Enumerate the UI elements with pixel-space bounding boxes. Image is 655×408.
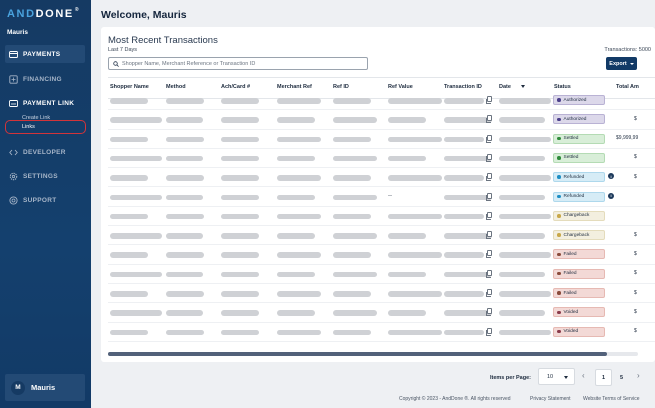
redacted-cell <box>444 214 484 220</box>
chevron-down-icon <box>630 63 634 65</box>
redacted-cell <box>333 117 377 123</box>
redacted-cell <box>499 117 545 123</box>
amount-cell: $ <box>634 289 637 296</box>
sidebar-subitem-create-link[interactable]: Create Link <box>22 115 51 121</box>
redacted-cell <box>333 330 371 336</box>
table-row[interactable] <box>108 207 655 226</box>
redacted-cell <box>166 291 204 297</box>
redacted-cell <box>166 272 203 278</box>
redacted-cell <box>388 291 442 297</box>
status-dot-icon <box>557 175 561 179</box>
redacted-cell <box>499 137 551 143</box>
redacted-cell <box>444 252 484 258</box>
amount-cell: $ <box>634 328 637 335</box>
payment-link-icon <box>9 99 18 108</box>
privacy-link[interactable]: Privacy Statement <box>530 396 571 402</box>
status-dot-icon <box>557 98 561 102</box>
sidebar-item-financing[interactable]: FINANCING <box>5 70 85 88</box>
redacted-cell <box>110 195 162 201</box>
copy-icon[interactable] <box>487 289 492 295</box>
redacted-cell <box>388 252 442 258</box>
status-badge <box>553 153 605 163</box>
sidebar <box>0 0 91 408</box>
column-header-transaction-id[interactable]: Transaction ID <box>444 84 482 90</box>
sidebar-item-payments[interactable]: PAYMENTS <box>5 45 85 63</box>
ref-value-cell: -- <box>388 192 392 199</box>
redacted-cell <box>499 330 551 336</box>
copy-icon[interactable] <box>487 328 492 334</box>
copy-icon[interactable] <box>487 212 492 218</box>
redacted-cell <box>110 175 148 181</box>
column-header-ach-card[interactable]: Ach/Card # <box>221 84 251 90</box>
status-dot-icon <box>557 272 561 276</box>
scrollbar-thumb[interactable] <box>108 352 607 356</box>
redacted-cell <box>221 330 259 336</box>
redacted-cell <box>444 98 484 104</box>
redacted-cell <box>110 252 148 258</box>
status-dot-icon <box>557 137 561 141</box>
redacted-cell <box>166 310 203 316</box>
column-header-merchant-ref[interactable]: Merchant Ref <box>277 84 312 90</box>
redacted-cell <box>277 117 315 123</box>
redacted-cell <box>110 272 162 278</box>
terms-link[interactable]: Website Terms of Service <box>583 396 640 402</box>
redacted-cell <box>277 233 315 239</box>
column-header-ref-value[interactable]: Ref Value <box>388 84 413 90</box>
financing-icon <box>9 75 18 84</box>
items-per-page-label: Items per Page: <box>490 375 531 381</box>
amount-cell: $ <box>634 173 637 180</box>
redacted-cell <box>444 272 492 278</box>
table-row[interactable] <box>108 265 655 284</box>
page-title: Welcome, Mauris <box>101 9 187 21</box>
redacted-cell <box>388 272 426 278</box>
status-badge <box>553 269 605 279</box>
redacted-cell <box>221 156 259 162</box>
redacted-cell <box>166 233 203 239</box>
payments-icon <box>9 50 18 59</box>
horizontal-scrollbar[interactable] <box>108 352 638 356</box>
redacted-cell <box>166 175 204 181</box>
code-icon <box>9 148 18 157</box>
redacted-cell <box>444 233 492 239</box>
redacted-cell <box>499 291 551 297</box>
redacted-cell <box>221 195 259 201</box>
table-row[interactable] <box>108 110 655 129</box>
redacted-cell <box>110 291 148 297</box>
items-per-page-select[interactable]: 10 <box>538 368 575 385</box>
chevron-down-icon <box>564 376 568 379</box>
redacted-cell <box>221 117 259 123</box>
redacted-cell <box>444 117 492 123</box>
status-badge <box>553 114 605 124</box>
status-badge <box>553 327 605 337</box>
redacted-cell <box>388 214 442 220</box>
redacted-cell <box>277 310 315 316</box>
gear-icon <box>9 172 18 181</box>
redacted-cell <box>333 98 371 104</box>
copy-icon[interactable] <box>487 270 492 276</box>
table-row[interactable] <box>108 303 655 322</box>
amount-cell: $ <box>634 154 637 161</box>
column-header-method[interactable]: Method <box>166 84 186 90</box>
table-row[interactable] <box>108 323 655 342</box>
redacted-cell <box>221 233 259 239</box>
redacted-cell <box>444 310 492 316</box>
redacted-cell <box>333 252 371 258</box>
redacted-cell <box>166 98 204 104</box>
redacted-cell <box>499 98 551 104</box>
export-button[interactable]: Export <box>606 57 637 70</box>
status-badge <box>553 230 605 240</box>
redacted-cell <box>166 252 204 258</box>
status-badge <box>553 134 605 144</box>
avatar: M <box>11 381 25 395</box>
status-label: Chargeback <box>563 232 590 238</box>
redacted-cell <box>221 98 259 104</box>
column-header-total-amount[interactable]: Total Am <box>616 84 639 90</box>
redacted-cell <box>221 137 259 143</box>
redacted-cell <box>499 310 545 316</box>
status-label: Refunded <box>563 194 585 199</box>
redacted-cell <box>166 156 203 162</box>
redacted-cell <box>499 233 545 239</box>
card-title: Most Recent Transactions <box>108 35 218 46</box>
copyright-text: Copyright © 2023 - AndDone ®. All rights reserved <box>399 396 511 402</box>
user-profile-button[interactable] <box>5 374 85 401</box>
redacted-cell <box>110 117 162 123</box>
copy-icon[interactable] <box>487 193 492 199</box>
status-label: Voided <box>563 329 579 335</box>
amount-cell: $9,999,99 <box>616 135 639 142</box>
user-profile-name: Mauris <box>31 383 56 392</box>
sidebar-item-developer[interactable]: DEVELOPER <box>5 143 85 161</box>
sidebar-item-settings[interactable]: SETTINGS <box>5 167 85 185</box>
redacted-cell <box>499 175 551 181</box>
redacted-cell <box>444 137 484 143</box>
amount-cell: $ <box>634 270 637 277</box>
redacted-cell <box>166 214 204 220</box>
redacted-cell <box>333 137 371 143</box>
support-icon <box>9 196 18 205</box>
status-dot-icon <box>557 253 561 257</box>
transactions-card <box>101 27 655 362</box>
status-dot-icon <box>557 195 561 199</box>
current-page-button[interactable]: 1 <box>595 369 612 386</box>
redacted-cell <box>277 214 321 220</box>
redacted-cell <box>388 156 426 162</box>
redacted-cell <box>499 272 545 278</box>
redacted-cell <box>166 117 203 123</box>
redacted-cell <box>277 330 321 336</box>
redacted-cell <box>277 175 321 181</box>
redacted-cell <box>166 330 204 336</box>
copy-icon[interactable] <box>487 154 492 160</box>
date-range-label: Last 7 Days <box>108 47 138 53</box>
redacted-cell <box>499 156 545 162</box>
redacted-cell <box>110 214 148 220</box>
redacted-cell <box>221 310 259 316</box>
amount-cell: $ <box>634 231 637 238</box>
redacted-cell <box>221 291 259 297</box>
sidebar-user-name: Mauris <box>7 29 28 36</box>
redacted-cell <box>333 310 377 316</box>
table-row[interactable] <box>108 149 655 168</box>
status-label: Refunded <box>563 174 585 180</box>
redacted-cell <box>277 252 321 258</box>
info-icon[interactable]: i <box>608 193 614 199</box>
redacted-cell <box>110 137 148 143</box>
status-label: Authorized <box>563 116 587 122</box>
search-icon <box>113 61 119 67</box>
status-badge <box>553 307 605 317</box>
copy-icon[interactable] <box>487 173 492 179</box>
status-label: Failed <box>563 271 577 277</box>
column-header-shopper-name[interactable]: Shopper Name <box>110 84 149 90</box>
redacted-cell <box>333 291 371 297</box>
copy-icon[interactable] <box>487 231 492 237</box>
redacted-cell <box>277 156 315 162</box>
status-dot-icon <box>557 156 561 160</box>
copy-icon[interactable] <box>487 135 492 141</box>
row-divider <box>108 341 655 342</box>
redacted-cell <box>499 252 551 258</box>
status-label: Settled <box>563 136 579 142</box>
status-dot-icon <box>557 118 561 122</box>
table-row[interactable] <box>108 188 655 207</box>
redacted-cell <box>444 330 484 336</box>
redacted-cell <box>388 137 442 143</box>
redacted-cell <box>166 195 203 201</box>
redacted-cell <box>277 291 321 297</box>
redacted-cell <box>166 137 204 143</box>
redacted-cell <box>277 98 321 104</box>
sidebar-subitem-links[interactable]: Links <box>22 124 35 130</box>
redacted-cell <box>110 233 162 239</box>
status-label: Failed <box>563 290 577 296</box>
redacted-cell <box>333 195 377 201</box>
redacted-cell <box>499 214 551 220</box>
table-row[interactable] <box>108 245 655 264</box>
redacted-cell <box>444 175 484 181</box>
status-dot-icon <box>557 311 561 315</box>
status-dot-icon <box>557 214 561 218</box>
status-label: Settled <box>563 155 579 161</box>
redacted-cell <box>277 195 315 201</box>
amount-cell: $ <box>634 115 637 122</box>
anddone-logo[interactable]: ANDDONE® <box>7 7 81 20</box>
status-label: Authorized <box>563 97 587 103</box>
status-badge <box>553 249 605 259</box>
redacted-cell <box>221 214 259 220</box>
redacted-cell <box>333 175 371 181</box>
next-page-button[interactable]: › <box>637 371 640 380</box>
status-badge <box>553 95 605 105</box>
search-input[interactable] <box>122 61 362 67</box>
status-dot-icon <box>557 233 561 237</box>
copy-icon[interactable] <box>487 250 492 256</box>
redacted-cell <box>221 272 259 278</box>
status-badge <box>553 192 605 202</box>
copy-icon[interactable] <box>487 96 492 102</box>
redacted-cell <box>444 291 484 297</box>
divider <box>108 77 655 78</box>
table-row[interactable] <box>108 226 655 245</box>
last-page-button[interactable]: 5 <box>620 375 624 381</box>
column-header-status[interactable]: Status <box>554 84 571 90</box>
redacted-cell <box>110 156 162 162</box>
status-badge <box>553 172 605 182</box>
redacted-cell <box>221 252 259 258</box>
redacted-cell <box>110 310 162 316</box>
redacted-cell <box>333 156 377 162</box>
table-row[interactable] <box>108 91 655 110</box>
redacted-cell <box>333 272 377 278</box>
redacted-cell <box>499 195 545 201</box>
status-badge <box>553 211 605 221</box>
redacted-cell <box>333 214 371 220</box>
redacted-cell <box>388 233 426 239</box>
sidebar-item-payment-link[interactable]: PAYMENT LINK <box>5 94 85 112</box>
previous-page-button[interactable]: ‹ <box>582 371 585 380</box>
redacted-cell <box>110 98 148 104</box>
sidebar-item-support[interactable]: SUPPORT <box>5 191 85 209</box>
amount-cell: $ <box>634 308 637 315</box>
table-row[interactable] <box>108 130 655 149</box>
redacted-cell <box>221 175 259 181</box>
status-dot-icon <box>557 330 561 334</box>
redacted-cell <box>444 156 492 162</box>
copy-icon[interactable] <box>487 115 492 121</box>
info-icon[interactable]: i <box>608 173 614 179</box>
status-dot-icon <box>557 291 561 295</box>
status-label: Failed <box>563 251 577 257</box>
status-badge <box>553 288 605 298</box>
redacted-cell <box>333 233 377 239</box>
redacted-cell <box>388 175 442 181</box>
table-row[interactable] <box>108 284 655 303</box>
redacted-cell <box>277 272 315 278</box>
copy-icon[interactable] <box>487 308 492 314</box>
redacted-cell <box>388 330 442 336</box>
redacted-cell <box>388 98 442 104</box>
table-row[interactable] <box>108 168 655 187</box>
redacted-cell <box>388 117 426 123</box>
redacted-cell <box>110 330 148 336</box>
amount-cell: $ <box>634 250 637 257</box>
search-box[interactable] <box>108 57 368 70</box>
sidebar-subitem-highlight <box>5 120 86 134</box>
status-label: Chargeback <box>563 213 590 219</box>
redacted-cell <box>277 137 321 143</box>
status-label: Voided <box>563 309 579 315</box>
sort-desc-icon <box>521 85 525 88</box>
redacted-cell <box>444 195 492 201</box>
column-header-date[interactable]: Date <box>499 84 525 90</box>
column-header-ref-id[interactable]: Ref ID <box>333 84 349 90</box>
transactions-count: Transactions: 5000 <box>604 47 651 53</box>
redacted-cell <box>388 310 426 316</box>
